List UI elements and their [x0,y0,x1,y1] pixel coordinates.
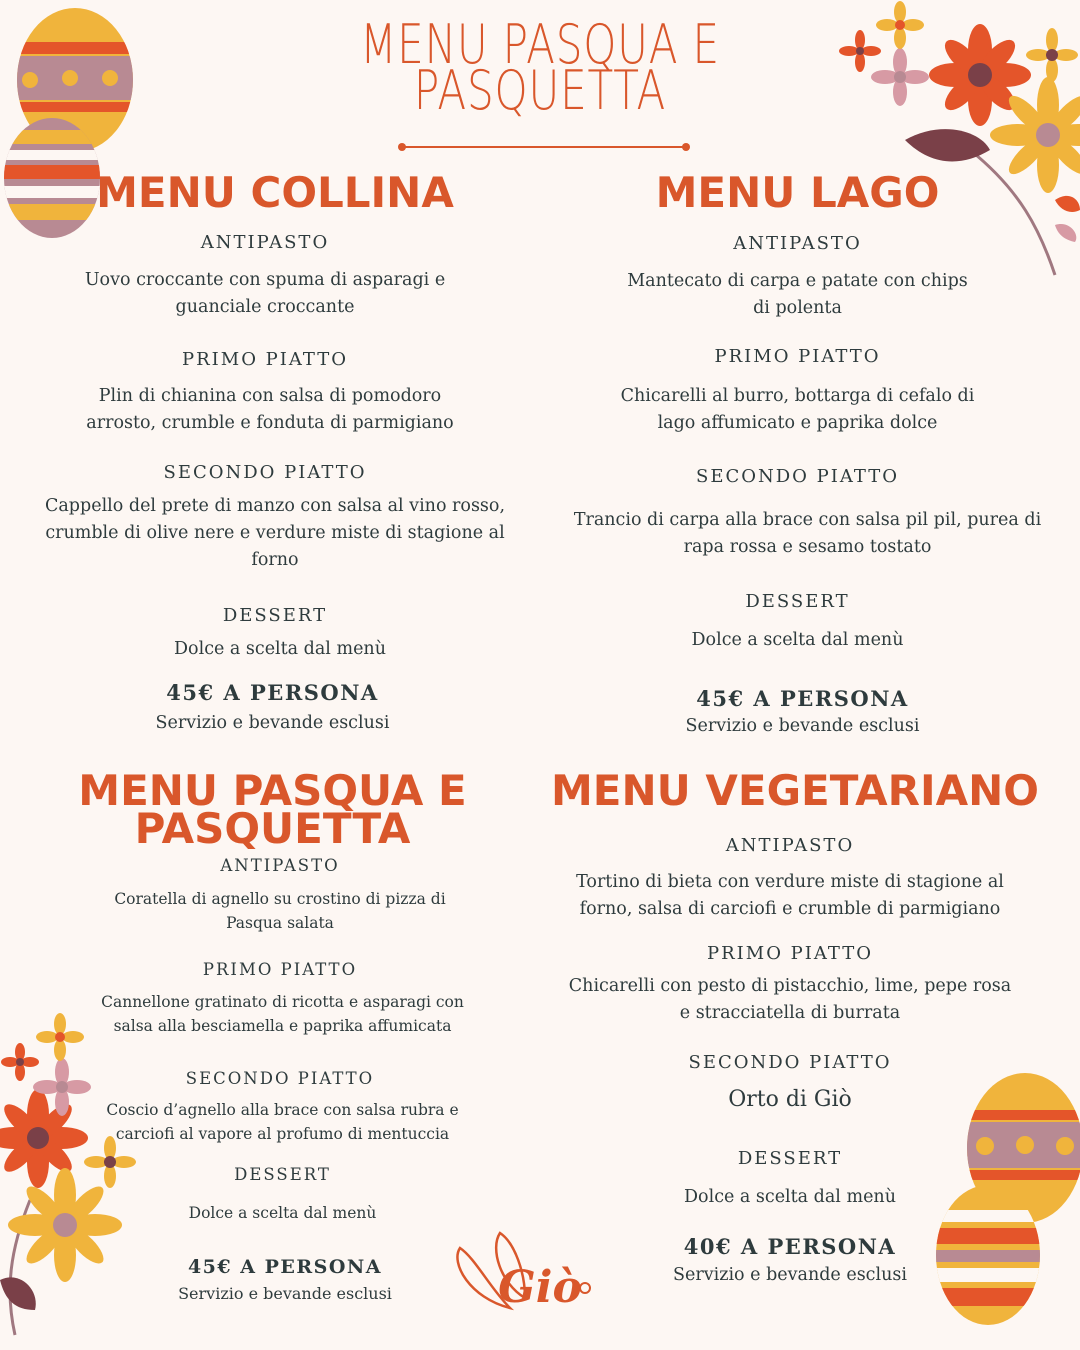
collina-secondo-dish: Cappello del prete di manzo con salsa al vino rosso, crumble di olive nere e verdure miste di stagione al forno [44,496,506,570]
collina-primo-dish: Plin di chianina con salsa di pomodoro arrosto, crumble e fonduta di parmigiano [86,386,454,433]
lago-antipasto-dish: Mantecato di carpa e patate con chips di polenta [627,271,968,318]
menu-collina-title: MENU COLLINA [96,168,454,217]
collina-antipasto-label: ANTIPASTO [200,232,330,253]
collina-price: 45€ A PERSONA [166,680,379,705]
lago-antipasto-label: ANTIPASTO [733,233,862,254]
pasqua-primo-label: PRIMO PIATTO [202,960,358,979]
pasqua-note: Servizio e bevande esclusi [178,1284,392,1303]
lago-price: 45€ A PERSONA [696,686,909,711]
vegetariano-note: Servizio e bevande esclusi [673,1265,907,1285]
vegetariano-dessert-dish: Dolce a scelta dal menù [684,1187,896,1207]
vegetariano-dessert-label: DESSERT [737,1148,843,1169]
logo-text: Giò [498,1262,582,1313]
page-title-line2: PASQUETTA [413,59,667,122]
pasqua-secondo-dish: Coscio d’agnello alla brace con salsa rubra e carciofi al vapore al profumo di mentuccia [106,1101,459,1143]
vegetariano-secondo-label: SECONDO PIATTO [688,1052,892,1073]
vegetariano-primo-dish: Chicarelli con pesto di pistacchio, lime, pepe rosa e stracciatella di burrata [568,976,1012,1023]
collina-dessert-dish: Dolce a scelta dal menù [174,639,386,659]
page-title-line1: MENU PASQUA E [360,13,720,76]
title-divider [400,146,688,148]
pasqua-secondo-label: SECONDO PIATTO [185,1069,375,1088]
pasqua-dessert-dish: Dolce a scelta dal menù [188,1204,377,1222]
lago-dessert-label: DESSERT [745,591,850,612]
vegetariano-antipasto-label: ANTIPASTO [725,835,855,856]
collina-dessert-label: DESSERT [222,605,328,626]
collina-antipasto-dish: Uovo croccante con spuma di asparagi e guanciale croccante [84,270,446,317]
menu-pasqua-title: MENU PASQUA E PASQUETTA [78,766,467,853]
pasqua-price: 45€ A PERSONA [187,1256,383,1278]
lago-dessert-dish: Dolce a scelta dal menù [691,630,904,650]
menu-lago-title: MENU LAGO [655,168,940,217]
lago-note: Servizio e bevande esclusi [685,716,920,736]
page-title [0,13,1080,122]
vegetariano-antipasto-dish: Tortino di bieta con verdure miste di stagione al forno, salsa di carciofi e crumble di parmigiano [576,872,1004,919]
lago-primo-label: PRIMO PIATTO [714,346,881,367]
vegetariano-secondo-dish: Orto di Giò [728,1087,852,1112]
pasqua-dessert-label: DESSERT [234,1165,331,1184]
lago-secondo-label: SECONDO PIATTO [696,466,899,487]
pasqua-primo-dish: Cannellone gratinato di ricotta e asparagi con salsa alla besciamella e paprika affumicata [101,993,464,1035]
vegetariano-price: 40€ A PERSONA [683,1234,897,1259]
menu-vegetariano-title: MENU VEGETARIANO [551,766,1039,815]
collina-note: Servizio e bevande esclusi [155,713,390,733]
collina-primo-label: PRIMO PIATTO [181,349,349,370]
pasqua-antipasto-label: ANTIPASTO [220,856,340,875]
lago-secondo-dish: Trancio di carpa alla brace con salsa pil pil, purea di rapa rossa e sesamo tostato [573,510,1042,557]
lago-primo-dish: Chicarelli al burro, bottarga di cefalo di lago affumicato e paprika dolce [620,386,975,433]
pasqua-antipasto-dish: Coratella di agnello su crostino di pizza di Pasqua salata [114,890,446,932]
collina-secondo-label: SECONDO PIATTO [163,462,367,483]
vegetariano-primo-label: PRIMO PIATTO [706,943,874,964]
